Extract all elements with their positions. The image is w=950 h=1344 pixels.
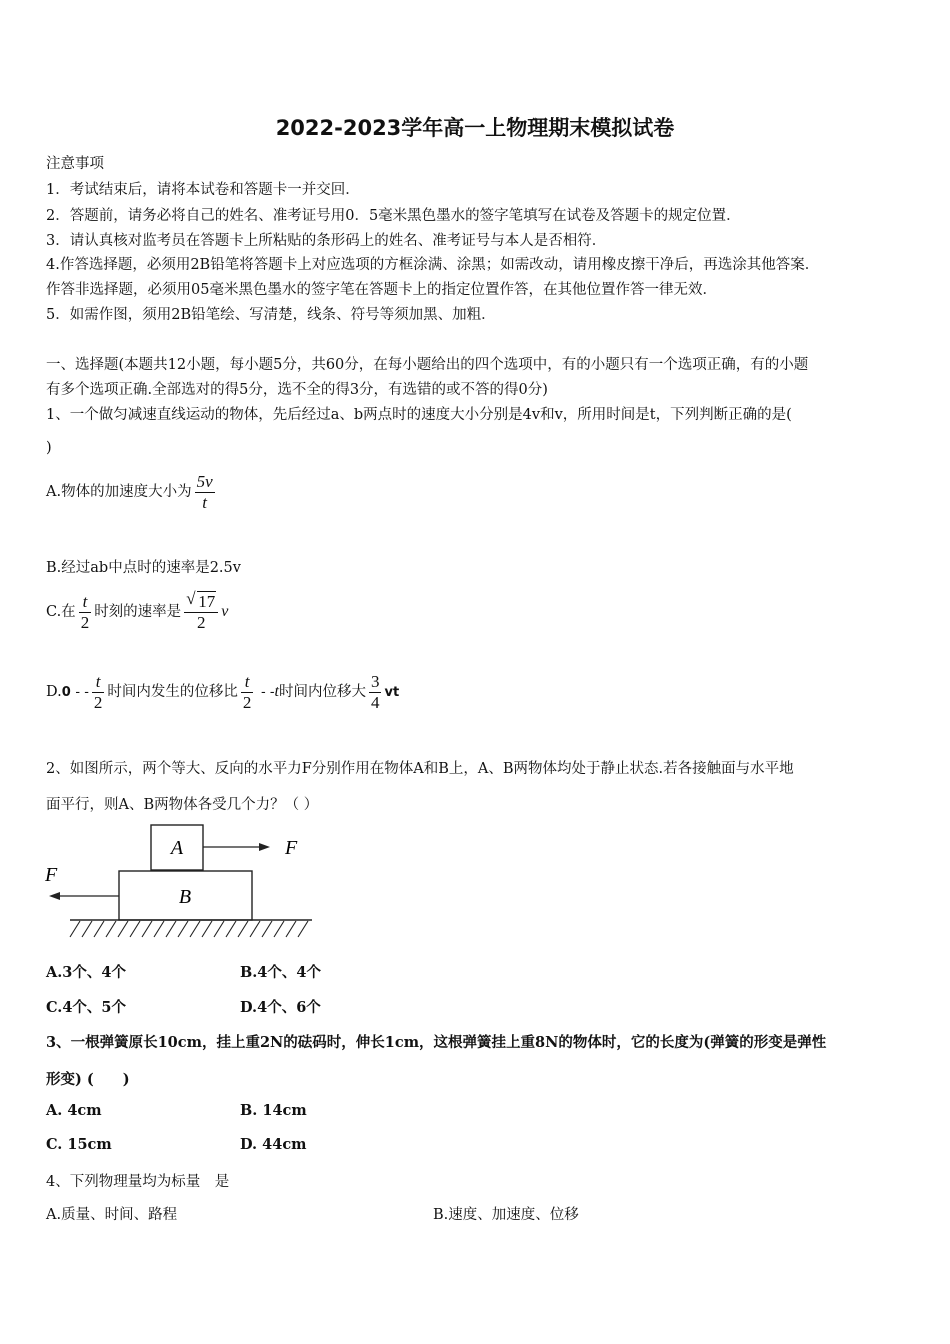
q1-option-d-mid: 时间内发生的位移比 [107, 684, 238, 701]
q1-option-d-pre: D. [46, 684, 62, 701]
q1-option-d-t: t [274, 683, 279, 701]
fraction-denominator: 2 [93, 692, 103, 712]
q1-option-c [46, 589, 229, 632]
q1-option-d-dash2: - - [261, 685, 275, 701]
page-title: 2022-2023学年高一上物理期末模拟试卷 [275, 116, 675, 140]
fraction-denominator: 4 [370, 692, 380, 712]
sqrt-radicand: 17 [198, 592, 216, 611]
q2-force-diagram [40, 818, 330, 944]
q3-option-c: C. 15cm [46, 1136, 112, 1153]
q1-option-a-text: A.物体的加速度大小为 [46, 484, 192, 501]
q3-option-a: A. 4cm [46, 1102, 102, 1119]
q2-stem-line2: 面平行，则A、B两物体各受几个力？（ ） [46, 797, 319, 813]
notice-item-2: 2．答题前，请务必将自己的姓名、准考证号用0．5毫米黑色墨水的签字笔填写在试卷及答题卡的规定位置． [46, 208, 741, 224]
q1-option-d-fraction3 [369, 672, 382, 712]
notice-item-3: 3．请认真核对监考员在答题卡上所粘贴的条形码上的姓名、准考证号与本人是否相符． [46, 233, 607, 249]
block-b-label: B [178, 886, 192, 908]
q1-option-d-mid2: 时间内位移大 [278, 684, 366, 701]
q1-option-c-fraction [79, 592, 92, 632]
section1-intro-line2: 有多个选项正确.全部选对的得5分，选不全的得3分，有选错的或不答的得0分) [46, 382, 548, 398]
notice-heading: 注意事项 [46, 156, 104, 172]
sqrt-symbol: √ 17 [186, 589, 216, 611]
q2-option-a: A.3个、4个 [46, 964, 126, 981]
q1-option-c-sqrt-fraction [184, 589, 218, 632]
q2-option-d: D.4个、6个 [240, 999, 321, 1016]
q1-option-c-mid: 时刻的速率是 [94, 604, 182, 621]
fraction-numerator [184, 589, 218, 613]
section1-intro-line1: 一、选择题(本题共12小题，每小题5分，共60分，在每小题给出的四个选项中，有的小题只有一个选项正确，有的小题 [46, 357, 809, 373]
notice-item-1: 1．考试结束后，请将本试卷和答题卡一并交回． [46, 182, 360, 198]
fraction-denominator: 2 [80, 612, 90, 632]
q3-option-d: D. 44cm [240, 1136, 307, 1153]
arrowhead-right-icon [259, 843, 270, 851]
q1-option-c-pre: C.在 [46, 604, 76, 621]
q1-option-d-vt: vt [384, 685, 400, 701]
ground-hatching [70, 921, 308, 937]
q3-option-b: B. 14cm [240, 1102, 307, 1119]
q1-option-a-fraction [195, 472, 215, 512]
q2-stem-line1: 2、如图所示，两个等大、反向的水平力F分别作用在物体A和B上，A、B两物体均处于静止状态.若各接触面与水平地 [46, 761, 794, 777]
force-label-right: F [285, 837, 298, 859]
q1-option-d-fraction1 [92, 672, 105, 712]
q1-option-d-zero: 0 [61, 685, 71, 701]
force-label-left: F [45, 864, 58, 886]
notice-item-4: 4.作答选择题，必须用2B铅笔将答题卡上对应选项的方框涂满、涂黑；如需改动，请用橡皮擦干净后，再选涂其他答案． [46, 257, 820, 273]
q2-option-b: B.4个、4个 [240, 964, 321, 981]
block-a-label: A [170, 837, 184, 859]
q1-stem-line1: 1、一个做匀减速直线运动的物体，先后经过a、b两点时的速度大小分别是4v和v，所用时间是t，下列判断正确的是( [46, 407, 792, 423]
q1-option-d-dash1: - - [75, 685, 89, 701]
q4-option-a: A.质量、时间、路程 [46, 1207, 178, 1223]
fraction-denominator: t [202, 492, 207, 512]
q1-option-c-var: v [221, 603, 229, 621]
q4-option-b: B.速度、加速度、位移 [433, 1207, 579, 1223]
notice-item-4-cont: 作答非选择题，必须用05毫米黑色墨水的签字笔在答题卡上的指定位置作答，在其他位置作答一律无效． [46, 282, 717, 298]
q3-stem-line1: 3、一根弹簧原长10cm，挂上重2N的砝码时，伸长1cm，这根弹簧挂上重8N的物体时，它的长度为(弹簧的形变是弹性 [46, 1034, 827, 1051]
fraction-numerator: t [92, 672, 105, 693]
q1-option-a [46, 472, 218, 512]
fraction-numerator: 3 [370, 672, 380, 691]
q1-stem-line2: ) [46, 440, 52, 456]
q4-stem: 4、下列物理量均为标量 是 [46, 1174, 230, 1190]
q3-stem-line2: 形变) ( ) [46, 1071, 130, 1088]
q1-option-d [46, 672, 399, 712]
q1-option-d-fraction2 [241, 672, 254, 712]
fraction-denominator: 2 [242, 692, 252, 712]
q2-option-c: C.4个、5个 [46, 999, 127, 1016]
notice-item-5: 5．如需作图，须用2B铅笔绘、写清楚，线条、符号等须加黑、加粗． [46, 307, 496, 323]
fraction-denominator: 2 [196, 612, 206, 632]
fraction-numerator: t [241, 672, 254, 693]
arrowhead-left-icon [49, 892, 60, 900]
q1-option-b: B.经过ab中点时的速率是2.5v [46, 560, 241, 576]
fraction-numerator: 5v [196, 472, 213, 491]
fraction-numerator: t [79, 592, 92, 613]
